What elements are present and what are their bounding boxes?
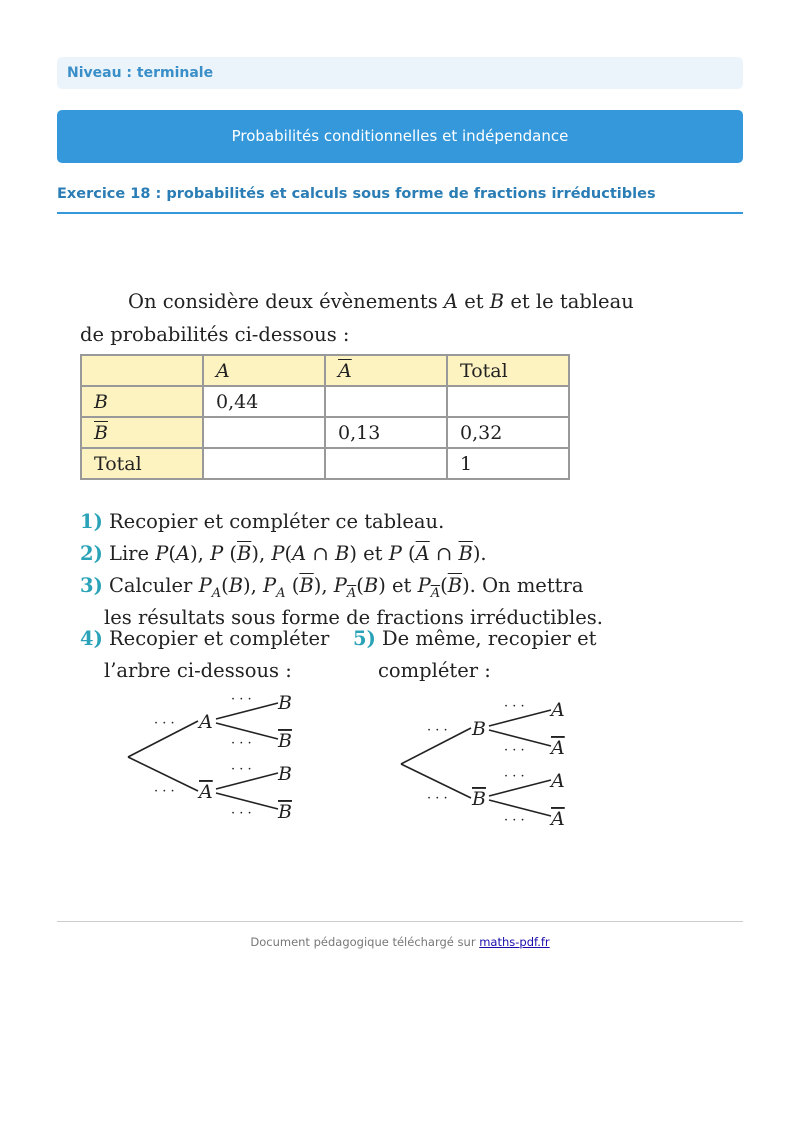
tree1-blank: · · ·	[231, 692, 252, 707]
intro-line-1: On considère deux évènements A et B et le tableau	[128, 290, 634, 313]
tree1-blank: · · ·	[231, 736, 252, 751]
tree1-blank: · · ·	[231, 762, 252, 777]
tree1-leaf-b: B	[278, 763, 292, 785]
tree2-node-b-bar: B	[472, 788, 486, 810]
chapter-title: Probabilités conditionnelles et indépendance	[231, 127, 569, 145]
tree1-leaf-b-bar: B	[278, 730, 292, 752]
tree1-node-a-bar: A	[199, 781, 213, 803]
tree1-blank: · · ·	[154, 716, 175, 731]
tree2-leaf-a-bar: A	[551, 808, 565, 830]
exercise-title: Exercice 18 : probabilités et calculs sous forme de fractions irréductibles	[57, 186, 656, 202]
tree2-blank: · · ·	[427, 723, 448, 738]
level-label: Niveau : terminale	[67, 65, 214, 81]
table-row-label-total: Total	[81, 448, 203, 479]
tree1-blank: · · ·	[154, 784, 175, 799]
table-header-total: Total	[447, 355, 569, 386]
table-cell: 0,32	[447, 417, 569, 448]
table-row-label-b-bar: $\overline{B}$	[81, 417, 203, 448]
table-row	[81, 417, 569, 448]
tree1-node-a: A	[199, 711, 213, 733]
table-row	[81, 448, 569, 479]
question-5-line-2: compléter :	[378, 659, 491, 682]
footer	[0, 935, 800, 949]
tree2-node-b: B	[472, 718, 486, 740]
tree2-leaf-a-bar: A	[551, 737, 565, 759]
intro-line-2: de probabilités ci-dessous :	[80, 323, 350, 346]
tree2-leaf-a: A	[551, 770, 565, 792]
table-cell: 0,13	[325, 417, 447, 448]
tree2-blank: · · ·	[427, 791, 448, 806]
question-1: 1) Recopier et compléter ce tableau.	[80, 510, 445, 533]
table-row	[81, 386, 569, 417]
table-cell	[325, 386, 447, 417]
level-box	[57, 57, 743, 89]
tree2-blank: · · ·	[504, 813, 525, 828]
tree2-blank: · · ·	[504, 769, 525, 784]
table-header-corner	[81, 355, 203, 386]
question-4-line-2: l’arbre ci-dessous :	[104, 659, 292, 682]
probability-table	[80, 354, 570, 480]
footer-rule	[57, 921, 743, 922]
probability-tree-2	[391, 692, 591, 832]
tree1-leaf-b-bar: B	[278, 801, 292, 823]
exercise-title-rule	[57, 212, 743, 214]
table-row-label-b: B	[81, 386, 203, 417]
chapter-banner	[57, 110, 743, 163]
table-header-a-bar: $\overline{A}$	[325, 355, 447, 386]
question-3: 3) Calculer $P_A(B)$, $P_A$ $(\overline{B})$, $P_{\overline{A}}(B)$ et $P_{\overline{A}}(\overline{B})$. On mettra	[80, 574, 584, 601]
footer-text: Document pédagogique téléchargé sur	[250, 935, 480, 949]
tree2-blank: · · ·	[504, 743, 525, 758]
tree2-leaf-a: A	[551, 699, 565, 721]
table-cell	[447, 386, 569, 417]
tree1-blank: · · ·	[231, 806, 252, 821]
table-cell	[203, 448, 325, 479]
exercise-statement	[78, 285, 634, 835]
question-2: 2) Lire P(A), P $(\overline{B})$, P(A ∩ B) et P ($\overline{A}$ ∩ $\overline{B}$).	[80, 542, 487, 565]
table-cell: 0,44	[203, 386, 325, 417]
table-cell: 1	[447, 448, 569, 479]
probability-tree-1	[118, 685, 318, 825]
table-header-a: A	[203, 355, 325, 386]
tree2-blank: · · ·	[504, 699, 525, 714]
footer-link[interactable]: maths-pdf.fr	[479, 935, 550, 949]
tree1-leaf-b: B	[278, 692, 292, 714]
question-5: 5) De même, recopier et	[353, 627, 597, 650]
question-4: 4) Recopier et compléter	[80, 627, 330, 650]
table-cell	[325, 448, 447, 479]
question-3-line-2: les résultats sous forme de fractions irréductibles.	[104, 606, 603, 629]
table-cell	[203, 417, 325, 448]
